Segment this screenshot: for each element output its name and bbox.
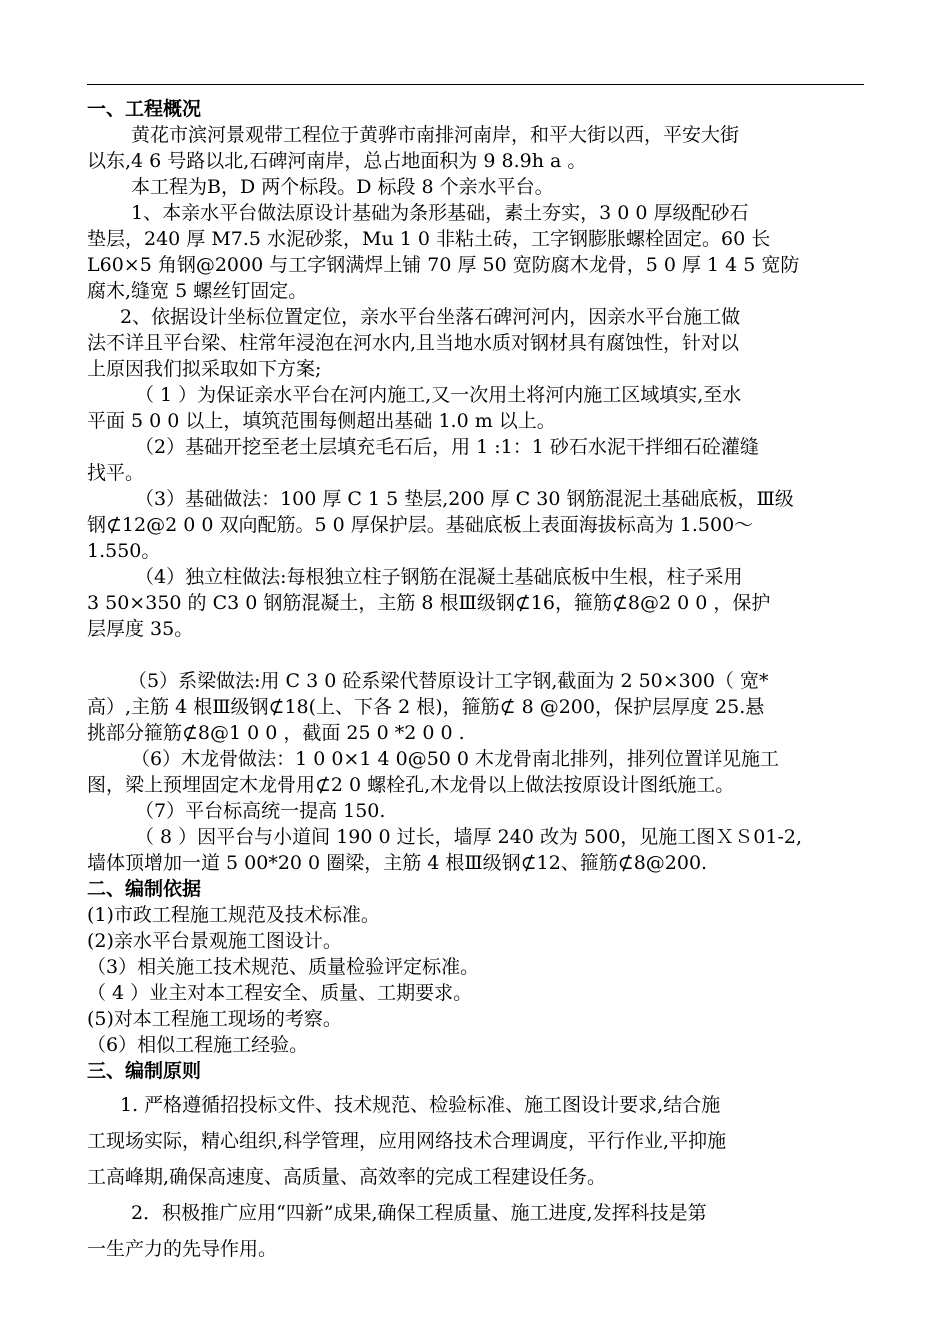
paragraph-line: （4）独立柱做法:每根独立柱子钢筋在混凝土基础底板中生根，柱子采用 (135, 566, 743, 588)
paragraph-line: 垫层，240 厚 M7.5 水泥砂浆，Mu 1 0 非粘土砖，工字钢膨胀螺栓固定。60 长 (87, 228, 771, 250)
list-item: （3）相关施工技术规范、质量检验评定标准。 (87, 956, 480, 978)
paragraph-line: （5）系梁做法:用 C 3 0 砼系梁代替原设计工字钢,截面为 2 50×300（ 宽* (128, 670, 769, 692)
paragraph-line: 1.550。 (87, 540, 161, 562)
paragraph-line: 图，梁上预埋固定木龙骨用⊄2 0 螺栓孔,木龙骨以上做法按原设计图纸施工。 (87, 774, 735, 796)
paragraph-line: 层厚度 35。 (87, 618, 194, 640)
list-item: (2)亲水平台景观施工图设计。 (87, 930, 342, 952)
section-heading-principles: 三、编制原则 (87, 1060, 202, 1082)
paragraph-line: 高）,主筋 4 根Ⅲ级钢⊄18(上、下各 2 根)，箍筋⊄ 8 @200，保护层厚度 25.悬 (87, 696, 765, 718)
paragraph-line: 挑部分箍筋⊄8@1 0 0 ，截面 25 0 *2 0 0 . (87, 722, 465, 744)
paragraph-line: 上原因我们拟采取如下方案; (87, 358, 322, 380)
header-rule (87, 84, 864, 85)
paragraph-line: 本工程为B，D 两个标段。D 标段 8 个亲水平台。 (131, 176, 554, 198)
paragraph-line: 2．积极推广应用“四新”成果,确保工程质量、施工进度,发挥科技是第 (131, 1202, 707, 1224)
paragraph-line: 2、依据设计坐标位置定位，亲水平台坐落石碑河河内，因亲水平台施工做 (120, 306, 741, 328)
paragraph-line: （6）木龙骨做法：1 0 0×1 4 0@50 0 木龙骨南北排列，排列位置详见施工 (131, 748, 780, 770)
paragraph-line: 1. 严格遵循招投标文件、技术规范、检验标准、施工图设计要求,结合施 (120, 1094, 721, 1116)
section-heading-overview: 一、工程概况 (87, 98, 202, 120)
paragraph-line: 一生产力的先导作用。 (87, 1238, 278, 1260)
paragraph-line: （3）基础做法：100 厚 C 1 5 垫层,200 厚 C 30 钢筋混泥土基础底板，Ⅲ级 (135, 488, 794, 510)
paragraph-line: 平面 5 0 0 以上，填筑范围每侧超出基础 1.0 m 以上。 (87, 410, 556, 432)
paragraph-line: 墙体顶增加一道 5 00*20 0 圈梁，主筋 4 根Ⅲ级钢⊄12、箍筋⊄8@200. (87, 852, 708, 874)
paragraph-line: 工高峰期,确保高速度、高质量、高效率的完成工程建设任务。 (87, 1166, 607, 1188)
list-item: （ 4 ）业主对本工程安全、质量、工期要求。 (87, 982, 473, 1004)
paragraph-line: 钢⊄12@2 0 0 双向配筋。5 0 厚保护层。基础底板上表面海拔标高为 1.500～ (87, 514, 754, 536)
paragraph-line: 工现场实际，精心组织,科学管理，应用网络技术合理调度，平行作业,平抑施 (87, 1130, 727, 1152)
paragraph-line: 以东,4 6 号路以北,石碑河南岸，总占地面积为 9 8.9h a 。 (87, 150, 587, 172)
paragraph-line: L60×5 角钢@2000 与工字钢满焊上铺 70 厚 50 宽防腐木龙骨，5 0 厚 1 4 5 宽防 (87, 254, 800, 276)
paragraph-line: 法不详且平台梁、柱常年浸泡在河水内,且当地水质对钢材具有腐蚀性，针对以 (87, 332, 740, 354)
paragraph-line: 黄花市滨河景观带工程位于黄骅市南排河南岸，和平大街以西，平安大街 (131, 124, 740, 146)
section-heading-basis: 二、编制依据 (87, 878, 202, 900)
paragraph-line: （2）基础开挖至老土层填充毛石后，用 1 :1：1 砂石水泥干拌细石砼灌缝 (135, 436, 759, 458)
paragraph-line: 找平。 (87, 462, 145, 484)
paragraph-line: 1、本亲水平台做法原设计基础为条形基础，素土夯实，3 0 0 厚级配砂石 (131, 202, 749, 224)
paragraph-line: 腐木,缝宽 5 螺丝钉固定。 (87, 280, 308, 302)
paragraph-line: （7）平台标高统一提高 150. (135, 800, 386, 822)
list-item: (1)市政工程施工规范及技术标准。 (87, 904, 380, 926)
paragraph-line: （ 8 ）因平台与小道间 190 0 过长，墙厚 240 改为 500，见施工图ＸＳ01-2, (135, 826, 803, 848)
list-item: （6）相似工程施工经验。 (87, 1034, 309, 1056)
paragraph-line: 3 50×350 的 C3 0 钢筋混凝土，主筋 8 根Ⅲ级钢⊄16，箍筋⊄8@2 0 0 ，保护 (87, 592, 771, 614)
list-item: (5)对本工程施工现场的考察。 (87, 1008, 342, 1030)
paragraph-line: （ 1 ）为保证亲水平台在河内施工,又一次用土将河内施工区域填实,至水 (135, 384, 742, 406)
